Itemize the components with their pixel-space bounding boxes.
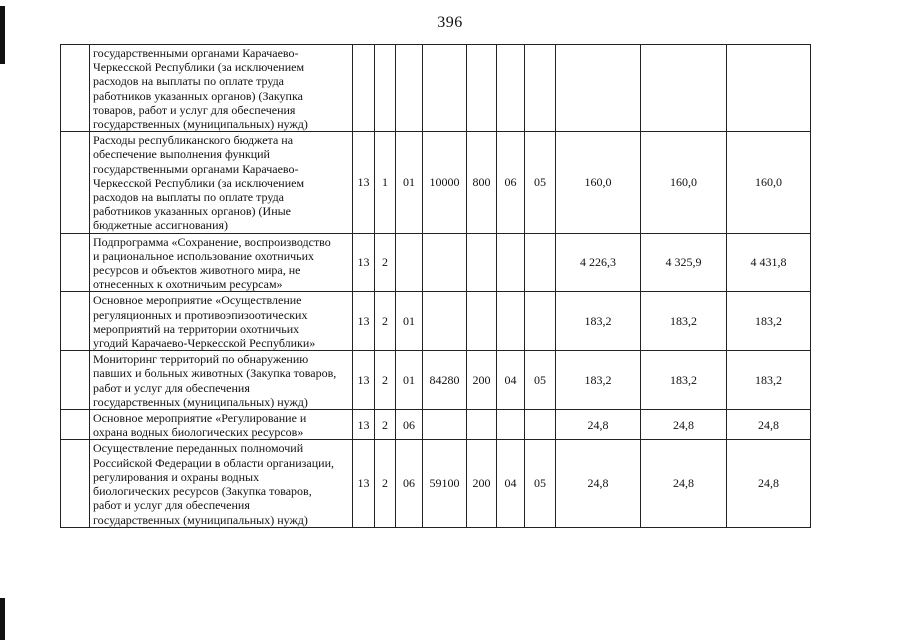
description-cell <box>90 351 353 410</box>
activity-code-cell <box>396 233 423 292</box>
ministry-code-cell <box>353 45 375 132</box>
description-cell <box>90 45 353 132</box>
scan-edge-mark-bottom <box>0 598 5 640</box>
amount-year-3-cell: 24,8 <box>727 440 811 527</box>
description-line: Черкесской Республики (за исключением <box>93 60 305 75</box>
description-cell <box>90 233 353 292</box>
subprogram-code-cell: 2 <box>375 233 396 292</box>
amount-year-3-cell: 24,8 <box>727 410 811 440</box>
row-number-cell <box>61 292 90 351</box>
direction-code-cell: 84280 <box>423 351 467 410</box>
section-code-cell <box>497 410 525 440</box>
expense-type-cell: 200 <box>467 440 497 527</box>
section-code-cell: 04 <box>497 351 525 410</box>
activity-code-cell <box>396 45 423 132</box>
ministry-code-cell: 13 <box>353 410 375 440</box>
description-line: Мониторинг территорий по обнаружению <box>93 352 309 367</box>
subprogram-code-cell: 2 <box>375 292 396 351</box>
description-line: Основное мероприятие «Регулирование и <box>93 411 307 426</box>
table-row <box>61 45 811 132</box>
budget-table <box>60 44 811 528</box>
subsection-code-cell <box>525 410 556 440</box>
description-line: Осуществление переданных полномочий <box>93 441 304 456</box>
ministry-code-cell: 13 <box>353 292 375 351</box>
amount-year-1-cell: 160,0 <box>556 132 641 233</box>
table-row <box>61 410 811 440</box>
expense-type-cell <box>467 45 497 132</box>
subprogram-code-cell: 1 <box>375 132 396 233</box>
direction-code-cell <box>423 410 467 440</box>
description-line: биологических ресурсов (Закупка товаров, <box>93 484 312 499</box>
description-line: государственными органами Карачаево- <box>93 161 299 176</box>
amount-year-2-cell: 24,8 <box>641 440 727 527</box>
description-line: мероприятий на территории охотничьих <box>93 321 300 336</box>
section-code-cell <box>497 292 525 351</box>
description-line: государственных (муниципальных) нужд) <box>93 117 308 132</box>
table-row <box>61 292 811 351</box>
description-line: ресурсов и объектов животного мира, не <box>93 263 301 278</box>
direction-code-cell: 59100 <box>423 440 467 527</box>
page-number: 396 <box>437 14 463 31</box>
subsection-code-cell <box>525 233 556 292</box>
description-line: павших и больных животных (Закупка товаров, <box>93 366 337 381</box>
section-code-cell <box>497 233 525 292</box>
amount-year-2-cell <box>641 45 727 132</box>
budget-table-body <box>61 45 811 528</box>
row-number-cell <box>61 351 90 410</box>
description-line: Подпрограмма «Сохранение, воспроизводство <box>93 234 331 249</box>
direction-code-cell <box>423 45 467 132</box>
amount-year-1-cell: 24,8 <box>556 440 641 527</box>
activity-code-cell: 06 <box>396 410 423 440</box>
subsection-code-cell: 05 <box>525 440 556 527</box>
ministry-code-cell: 13 <box>353 440 375 527</box>
amount-year-1-cell: 183,2 <box>556 351 641 410</box>
description-line: Основное мероприятие «Осуществление <box>93 293 302 308</box>
activity-code-cell: 06 <box>396 440 423 527</box>
ministry-code-cell: 13 <box>353 132 375 233</box>
expense-type-cell <box>467 410 497 440</box>
section-code-cell: 06 <box>497 132 525 233</box>
description-line: работ и услуг для обеспечения <box>93 498 250 513</box>
description-cell <box>90 410 353 440</box>
description-line: Черкесской Республики (за исключением <box>93 175 305 190</box>
direction-code-cell: 10000 <box>423 132 467 233</box>
activity-code-cell: 01 <box>396 351 423 410</box>
amount-year-1-cell: 4 226,3 <box>556 233 641 292</box>
description-cell <box>90 292 353 351</box>
description-line: Российской Федерации в области организации, <box>93 455 335 470</box>
table-row <box>61 351 811 410</box>
direction-code-cell <box>423 233 467 292</box>
description-cell <box>90 132 353 233</box>
subsection-code-cell <box>525 292 556 351</box>
description-line: государственных (муниципальных) нужд) <box>93 394 308 409</box>
activity-code-cell: 01 <box>396 292 423 351</box>
description-line: регуляционных и противоэпизоотических <box>93 307 308 322</box>
description-line: бюджетные ассигнования) <box>93 218 229 233</box>
direction-code-cell <box>423 292 467 351</box>
description-line: работников указанных органов) (Иные <box>93 204 291 219</box>
amount-year-3-cell: 4 431,8 <box>727 233 811 292</box>
description-line: и рациональное использование охотничьих <box>93 248 315 263</box>
expense-type-cell: 800 <box>467 132 497 233</box>
description-line: регулирования и охраны водных <box>93 469 260 484</box>
amount-year-3-cell: 183,2 <box>727 351 811 410</box>
section-code-cell <box>497 45 525 132</box>
amount-year-2-cell: 4 325,9 <box>641 233 727 292</box>
description-line: государственных (муниципальных) нужд) <box>93 512 308 527</box>
amount-year-1-cell: 24,8 <box>556 410 641 440</box>
amount-year-2-cell: 183,2 <box>641 351 727 410</box>
description-line: Расходы республиканского бюджета на <box>93 133 294 148</box>
row-number-cell <box>61 45 90 132</box>
subprogram-code-cell: 2 <box>375 440 396 527</box>
description-line: обеспечение выполнения функций <box>93 147 270 162</box>
subprogram-code-cell: 2 <box>375 351 396 410</box>
expense-type-cell <box>467 292 497 351</box>
subprogram-code-cell: 2 <box>375 410 396 440</box>
row-number-cell <box>61 410 90 440</box>
section-code-cell: 04 <box>497 440 525 527</box>
description-cell <box>90 440 353 527</box>
subsection-code-cell <box>525 45 556 132</box>
description-line: охрана водных биологических ресурсов» <box>93 425 304 440</box>
subsection-code-cell: 05 <box>525 351 556 410</box>
expense-type-cell <box>467 233 497 292</box>
expense-type-cell: 200 <box>467 351 497 410</box>
description-line: товаров, работ и услуг для обеспечения <box>93 102 296 117</box>
subprogram-code-cell <box>375 45 396 132</box>
table-row <box>61 132 811 233</box>
row-number-cell <box>61 440 90 527</box>
description-line: отнесенных к охотничьим ресурсам» <box>93 277 283 292</box>
ministry-code-cell: 13 <box>353 233 375 292</box>
row-number-cell <box>61 233 90 292</box>
row-number-cell <box>61 132 90 233</box>
ministry-code-cell: 13 <box>353 351 375 410</box>
description-line: государственными органами Карачаево- <box>93 46 299 60</box>
amount-year-1-cell: 183,2 <box>556 292 641 351</box>
description-line: угодий Карачаево-Черкесской Республики» <box>93 336 316 351</box>
amount-year-3-cell: 160,0 <box>727 132 811 233</box>
amount-year-2-cell: 160,0 <box>641 132 727 233</box>
amount-year-2-cell: 183,2 <box>641 292 727 351</box>
activity-code-cell: 01 <box>396 132 423 233</box>
table-row <box>61 233 811 292</box>
description-line: работ и услуг для обеспечения <box>93 380 250 395</box>
amount-year-2-cell: 24,8 <box>641 410 727 440</box>
description-line: расходов на выплаты по оплате труда <box>93 74 284 89</box>
description-line: расходов на выплаты по оплате труда <box>93 190 284 205</box>
amount-year-3-cell <box>727 45 811 132</box>
description-line: работников указанных органов) (Закупка <box>93 88 303 103</box>
subsection-code-cell: 05 <box>525 132 556 233</box>
amount-year-3-cell: 183,2 <box>727 292 811 351</box>
table-row <box>61 440 811 527</box>
amount-year-1-cell <box>556 45 641 132</box>
